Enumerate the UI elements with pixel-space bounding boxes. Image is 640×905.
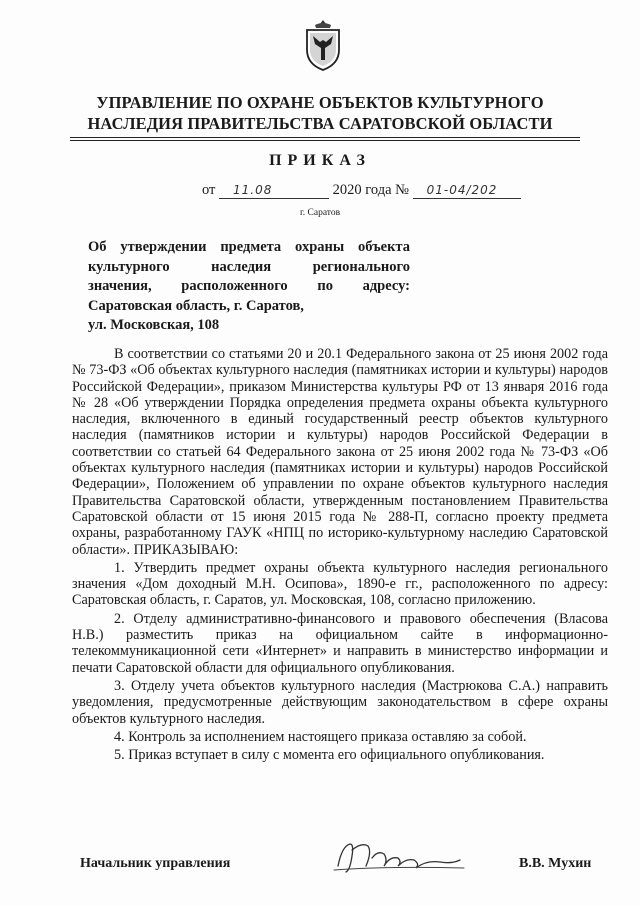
order-item: 3. Отделу учета объектов культурного наследия (Мастрюкова С.А.) направить уведомления, предусмотренные действующим законодательством в сфере охраны объектов культурного наследия. <box>72 677 608 727</box>
date-field <box>219 180 329 199</box>
order-item: 5. Приказ вступает в силу с момента его официального опубликования. <box>114 747 545 764</box>
document-title: ПРИКАЗ <box>269 152 371 169</box>
number-field <box>413 180 521 199</box>
date-line <box>202 180 521 202</box>
document-body <box>72 346 608 763</box>
organization-name: УПРАВЛЕНИЕ ПО ОХРАНЕ ОБЪЕКТОВ КУЛЬТУРНОГО НАСЛЕДИЯ ПРАВИТЕЛЬСТВА САРАТОВСКОЙ ОБЛАСТИ <box>87 93 553 133</box>
handwritten-number: 01-04/202 <box>426 183 498 197</box>
order-item: 2. Отделу административно-финансового и правового обеспечения (Власова Н.В.) разместить приказ на официальном сайте в информационно-телекоммуникационной сети «Интернет» и направить в министерство информации и печати Саратовской области для официального опубликования. <box>72 610 608 676</box>
preamble-paragraph: В соответствии со статьями 20 и 20.1 Федерального закона от 25 июня 2002 года № 73-ФЗ «Об объектах культурного наследия (памятниках истории и культуры) народов Российской Федерации», приказом Министерства культуры РФ от 13 января 2016 года № 28 «Об утверждении Порядка определения предмета охраны объекта культурного наследия, включенного в единый государственный реестр объектов культурного наследия (памятников истории и культуры) народов Российской Федерации в соответствии со статьей 64 Федерального закона от 25 июня 2002 года № 73-ФЗ «Об объектах культурного наследия (памятниках истории и культуры) народов Российской Федерации», Положением об управлении по охране объектов культурного наследия Правительства Саратовской области, утвержденным постановлением Правительства Саратовской области от 15 июня 2015 года № 288-П, согласно проекту предмета охраны, разработанному ГАУК «НПЦ по историко-культурному наследию Саратовской области». ПРИКАЗЫВАЮ: <box>72 346 608 558</box>
handwritten-signature <box>328 836 468 880</box>
subject-line: Саратовская область, г. Саратов, <box>88 297 304 314</box>
subject-line: ул. Московская, 108 <box>88 317 220 333</box>
city: г. Саратов <box>299 208 341 218</box>
signatory-position: Начальник управления <box>80 856 231 871</box>
header-rule-thin <box>70 140 580 141</box>
handwritten-date: 11.08 <box>233 183 273 197</box>
coat-of-arms-icon <box>303 18 343 72</box>
subject-line: Об утверждении предмета охраны объекта <box>88 239 410 255</box>
subject-line: значения, расположенного по адресу: <box>88 278 410 294</box>
subject-line: культурного наследия регионального <box>88 258 410 275</box>
subject-block <box>88 238 410 336</box>
year-text: 2020 года № <box>332 182 409 198</box>
date-prefix: от <box>202 182 216 198</box>
order-item: 4. Контроль за исполнением настоящего приказа оставляю за собой. <box>114 728 527 745</box>
order-item: 1. Утвердить предмет охраны объекта культурного наследия регионального значения «Дом доходный М.Н. Осипова», 1890-е гг., расположенного по адресу: Саратовская область, г. Саратов, ул. Московская, 108, согласно приложению. <box>72 559 608 609</box>
signatory-name: В.В. Мухин <box>519 856 592 871</box>
header-rule <box>70 137 580 138</box>
